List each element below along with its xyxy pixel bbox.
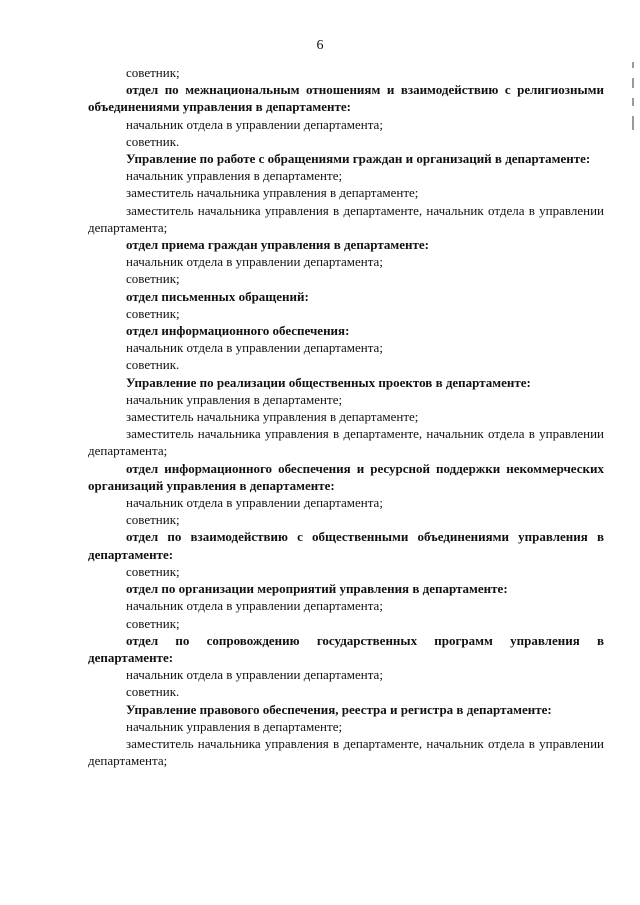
position-line: заместитель начальника управления в департаменте, начальник отдела в управлении департамента; [88,426,604,459]
scan-mark [632,62,634,68]
section-heading: Управление по реализации общественных проектов в департаменте: [126,374,531,390]
position-line: советник. [126,684,180,700]
section-heading: отдел по организации мероприятий управления в департаменте: [126,581,508,597]
section-heading: Управление по работе с обращениями граждан и организаций в департаменте: [126,151,591,167]
document-body [88,64,604,769]
section-heading: отдел информационного обеспечения: [126,323,350,339]
position-line: заместитель начальника управления в департаменте, начальник отдела в управлении департамента; [88,735,604,769]
page-number: 6 [316,38,324,53]
scan-mark [632,78,634,88]
section-heading: отдел по сопровождению государственных программ управления в департаменте: [88,632,604,665]
section-heading: отдел приема граждан управления в департаменте: [126,237,430,253]
position-line: начальник отдела в управлении департамента; [126,254,383,270]
position-line: заместитель начальника управления в департаменте, начальник отдела в управлении департамента; [88,202,604,235]
position-line: советник; [126,271,180,287]
position-line: советник; [126,65,180,80]
position-line: начальник отдела в управлении департамента; [126,667,383,683]
position-line: советник; [126,512,180,528]
position-line: советник. [126,133,180,149]
section-heading: отдел по взаимодействию с общественными объединениями управления в департаменте: [88,529,604,562]
position-line: советник. [126,357,180,373]
position-line: советник; [126,615,180,631]
position-line: начальник управления в департаменте; [126,168,343,184]
section-heading: отдел по межнациональным отношениям и взаимодействию с религиозными объединениями управления в департаменте: [88,82,604,115]
position-line: начальник управления в департаменте; [126,718,343,734]
scan-mark [632,98,634,106]
scan-mark [632,116,634,130]
position-line: советник; [126,563,180,579]
position-line: начальник отдела в управлении департамента; [126,495,383,511]
section-heading: Управление правового обеспечения, реестра и регистра в департаменте: [126,701,552,717]
position-line: начальник отдела в управлении департамента; [126,340,383,356]
position-line: начальник отдела в управлении департамента; [126,116,383,132]
position-line: начальник отдела в управлении департамента; [126,598,383,614]
position-line: советник; [126,305,180,321]
section-heading: отдел информационного обеспечения и ресурсной поддержки некоммерческих организаций управления в департаменте: [88,460,604,493]
position-line: начальник управления в департаменте; [126,391,343,407]
section-heading: отдел письменных обращений: [126,288,309,304]
position-line: заместитель начальника управления в департаменте; [126,409,419,425]
position-line: заместитель начальника управления в департаменте; [126,185,419,201]
margin-scan-marks [632,62,636,152]
